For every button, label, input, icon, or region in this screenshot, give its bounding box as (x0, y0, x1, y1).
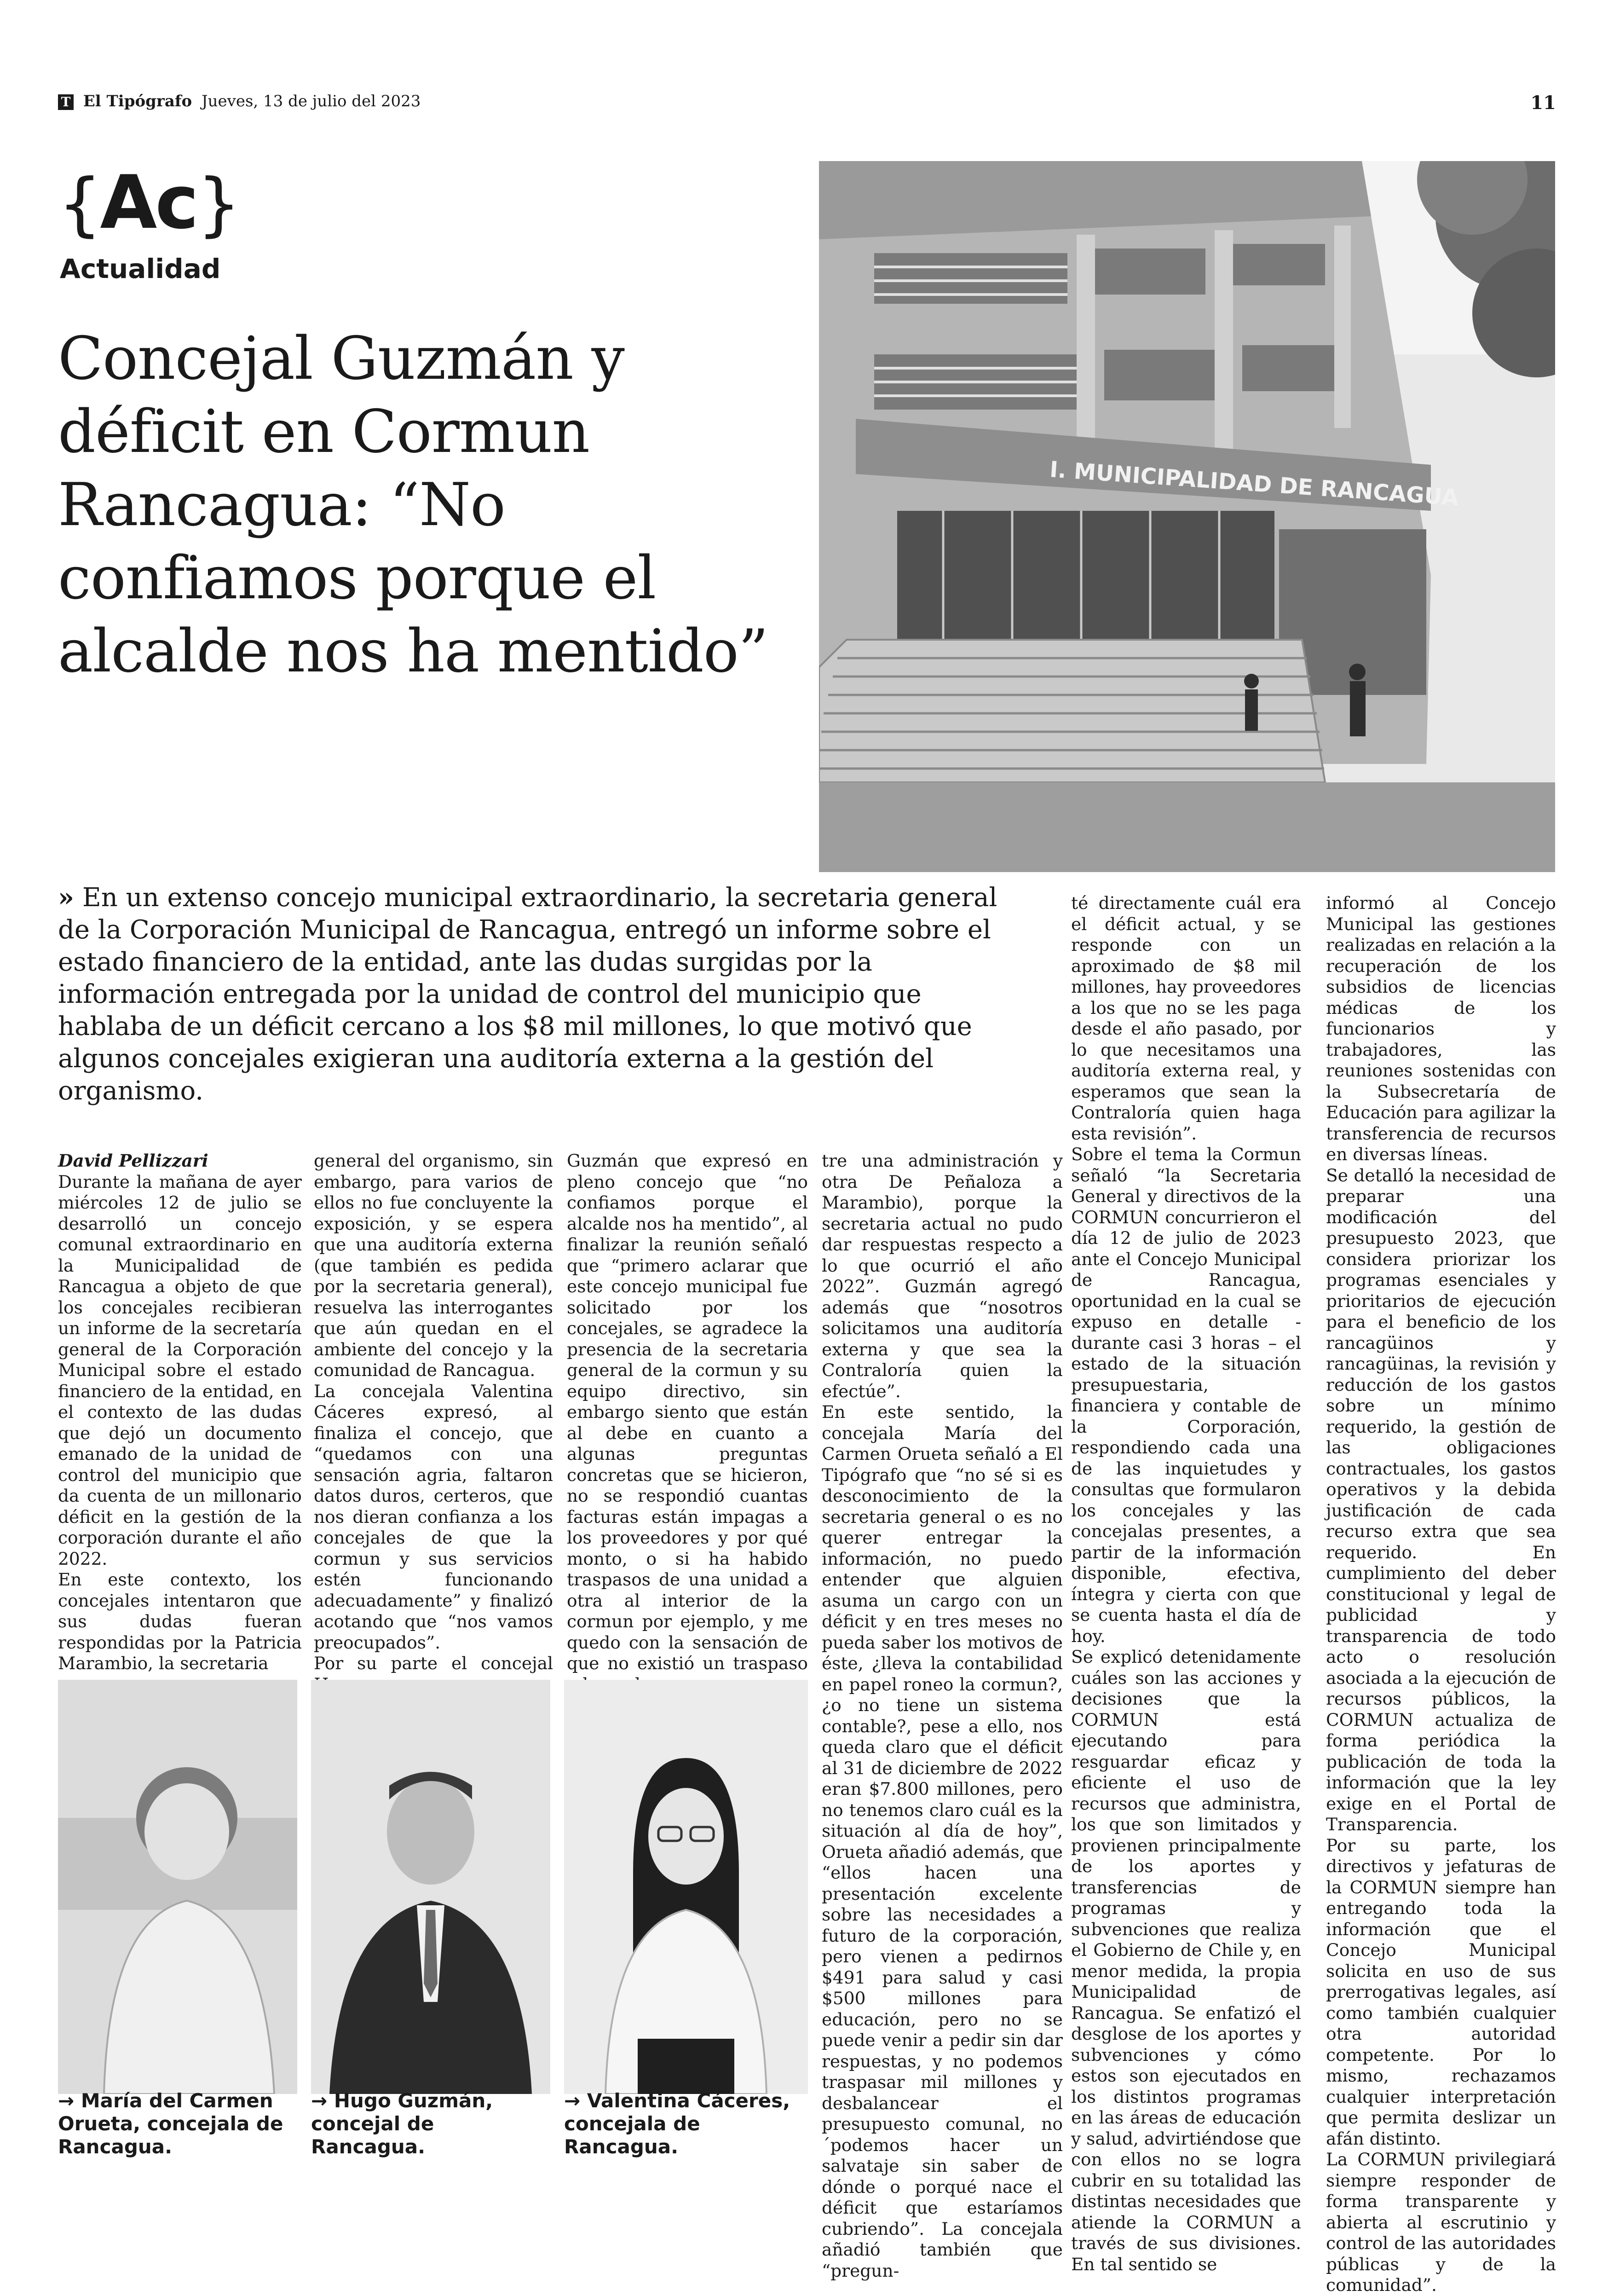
paragraph: Por su parte el concejal (314, 1653, 553, 1673)
publication-date: Jueves, 13 de julio del 2023 (201, 92, 421, 110)
article-column-1 (58, 1151, 302, 1674)
publication-logo-icon: T (58, 94, 74, 110)
paragraph: La concejala Valentina Cáceres expresó, al finaliza el concejo, que “quedamos con una sensación agria, faltaron datos duros, certeros, que nos dieran confianza a los concejales de que la cormun y sus servicios estén funcionando adecuadamente” y finalizó acotando que “nos vamos preocupados”. (314, 1381, 553, 1653)
publication-name: El Tipógrafo (83, 92, 192, 110)
building-photo (819, 161, 1555, 872)
portrait-caceres (564, 1680, 808, 2094)
person-silhouette (58, 1680, 297, 2094)
lead-text: En un extenso concejo municipal extraordinario, la secretaria general de la Corporación Municipal de Rancagua, entregó un informe sobre el estado financiero de la entidad, ante las dudas surgidas por la información entregada por la unidad de control del municipio que hablaba de un déficit cercano a los $8 mil millones, lo que motivó que algunos concejales exigieran una auditoría externa a la gestión del organismo. (58, 883, 997, 1106)
paragraph: Sobre el tema la Cormun señaló “la Secretaria General y directivos de la CORMUN concurrieron el día 12 de julio de 2023 ante el Concejo Municipal de Rancagua, oportunidad en la cual se expuso en detalle - durante casi 3 horas – el estado de la situación presupuestaria, financiera y contable de la Corporación, respondiendo cada una de las inquietudes y consultas que formularon los concejales y las concejalas presentes, a partir de la información disponible, efectiva, íntegra y cierta con que se cuenta hasta el día de hoy. (1071, 1144, 1301, 1646)
person-silhouette (311, 1680, 550, 2094)
article-column-6 (1326, 893, 1556, 2296)
lead-marker: » (58, 882, 74, 913)
page-header (58, 92, 1556, 120)
paragraph: tre una administración y otra De Peñaloza a Marambio), porque la secretaria actual no pudo dar respuestas respecto a lo que ocurrió el año 2022”. Guzmán agregó además que “nosotros solicitamos una auditoría externa y que sea la Contraloría quien la efectúe”. (822, 1151, 1063, 1401)
arrow-right-icon: → (58, 2089, 75, 2112)
caption-orueta: → María del Carmen Orueta, concejala de Rancagua. (58, 2089, 283, 2158)
article-column-2 (314, 1151, 553, 1695)
paragraph: general del organismo, sin embargo, para varios de ellos no fue concluyente la exposición, y se espera que una auditoría externa (que también es pedida por la secretaria general), resuelva las interrogantes que aún quedan en el ambiente del concejo y la comunidad de Rancagua. (314, 1151, 553, 1380)
article-column-4 (822, 1151, 1063, 2281)
paragraph: En este contexto, los concejales intentaron que sus dudas fueran respondidas por la Patricia Marambio, la secretaria (58, 1569, 302, 1673)
paragraph: Se explicó detenidamente cuáles son las acciones y decisiones que la CORMUN está ejecutando para resguardar eficaz y eficiente el uso de recursos que administra, los que son limitados y provienen principalmente de los aportes y transferencias de programas y subvenciones que realiza el Gobierno de Chile y, en menor medida, la propia Municipalidad de Rancagua. Se enfatizó el desglose de los aportes y subvenciones y cómo estos son ejecutados en los distintos programas en las áreas de educación y salud, advirtiéndose que con ellos no se logra cubrir en su totalidad las distintas necesidades que atiende la CORMUN a través de sus divisiones. En tal sentido se (1071, 1647, 1301, 2274)
paragraph: En este sentido, la concejala María del Carmen Orueta señaló a El Tipógrafo que “no sé si es desconocimiento de la secretaria general o es no querer entregar la información, no puedo entender que alguien asuma un cargo con un déficit y en tres meses no pueda saber los motivos de éste, ¿lleva la contabilidad en papel roneo la cormun?, ¿o no tiene un sistema contable?, pese a ello, nos queda claro que el déficit al 31 de diciembre de 2022 eran $7.800 millones, pero no tenemos claro cuál es la situación al día de hoy”, Orueta añadió además, que “ellos hacen una presentación excelente sobre las necesidades a futuro de la corporación, pero vienen a pedirnos $491 para salud y casi $500 millones para educación, pero no se puede venir a pedir sin dar respuestas, y no podemos traspasar mil millones y desbalancear el presupuesto comunal, no ´podemos hacer un salvataje sin saber de dónde o porqué nace el déficit que estaríamos cubriendo”. La concejala añadió también que “pregun- (822, 1402, 1063, 2281)
page-number: 11 (1530, 92, 1556, 114)
paragraph: La CORMUN privilegiará siempre responder de forma transparente y abierta al escrutinio y control de las autoridades públicas y de la comunidad”. (1326, 2149, 1556, 2295)
portrait-orueta (58, 1680, 297, 2094)
paragraph: té directamente cuál era el déficit actual, y se responde con un aproximado de $8 mil millones, hay proveedores a los que no se les paga desde el año pasado, por lo que necesitamos una auditoría externa real, y esperamos que sean la Contraloría quien haga esta revisión”. (1071, 893, 1301, 1144)
article-lead (58, 881, 1024, 1107)
section-mark: {Ac} (58, 159, 239, 245)
building-illustration (819, 161, 1555, 872)
byline: David Pellizzari (58, 1151, 208, 1171)
portrait-guzman (311, 1680, 550, 2094)
paragraph: Durante la mañana de ayer miércoles 12 de julio se desarrolló un concejo comunal extraordinario en la Municipalidad de Rancagua a objeto de que los concejales recibieran un informe de la secretaría general de la Corporación Municipal sobre el estado financiero de la entidad, en el contexto de las dudas que dejó un documento emanado de la unidad de control del municipio que da cuenta de un millonario déficit en la gestión de la corporación durante el año 2022. (58, 1171, 302, 1569)
paragraph: Por su parte, los directivos y jefaturas de la CORMUN siempre han entregando toda la información que el Concejo Municipal solicita en uso de sus prerrogativas legales, así como también cualquier otra autoridad competente. Por lo mismo, rechazamos cualquier interpretación que permita deslizar un afán distinto. (1326, 1835, 1556, 2149)
caption-caceres: → Valentina Cáceres, concejala de Rancagua. (564, 2089, 790, 2158)
article-column-3 (567, 1151, 808, 1695)
arrow-right-icon: → (311, 2089, 328, 2112)
municipal-sign-text: I. MUNICIPALIDAD DE RANCAGUA (1049, 457, 1460, 511)
paragraph: Guzmán que expresó en pleno concejo que “no confiamos porque el alcalde nos ha mentido”, al finalizar la reunión señaló que “primero aclarar que este concejo municipal fue solicitado por los concejales, se agradece la presencia de la secretaria general de la cormun y su equipo directivo, sin embargo siento que están al debe en cuanto a algunas preguntas concretas que se hicieron, no se respondió cuantas facturas están impagas a los proveedores y por qué monto, o si ha habido traspasos de una unidad a otra al interior de la cormun por ejemplo, y me quedo con la sensación de que no existió un traspaso (567, 1151, 808, 1673)
paragraph: informó al Concejo Municipal las gestiones realizadas en relación a la recuperación de los subsidios de licencias médicas de los funcionarios y trabajadores, las reuniones sostenidas con la Subsecretaría de Educación para agilizar la transferencia de recursos en diversas líneas. (1326, 893, 1556, 1164)
person-silhouette (564, 1680, 808, 2094)
paragraph: Se detalló la necesidad de preparar una modificación del presupuesto 2023, que considera priorizar los programas esenciales y prioritarios de ejecución para el beneficio de los rancagüinos y rancagüinas, la revisión y reducción de los gastos sobre un mínimo requerido, la gestión de las obligaciones contractuales, los gastos operativos y la debida justificación de cada recurso extra que sea requerido. En cumplimiento del deber constitucional y legal de publicidad y transparencia de todo acto o resolución asociada a la ejecución de recursos públicos, la CORMUN actualiza de forma periódica la publicación de toda la información que la ley exige en el Portal de Transparencia. (1326, 1165, 1556, 1834)
article-headline: Concejal Guzmán y déficit en Cormun Rancagua: “No confiamos porque el alcalde nos ha mentido” (58, 324, 768, 686)
section-label: Actualidad (60, 253, 221, 284)
article-column-5 (1071, 893, 1301, 2275)
arrow-right-icon: → (564, 2089, 581, 2112)
caption-guzman: → Hugo Guzmán, concejal de Rancagua. (311, 2089, 493, 2158)
